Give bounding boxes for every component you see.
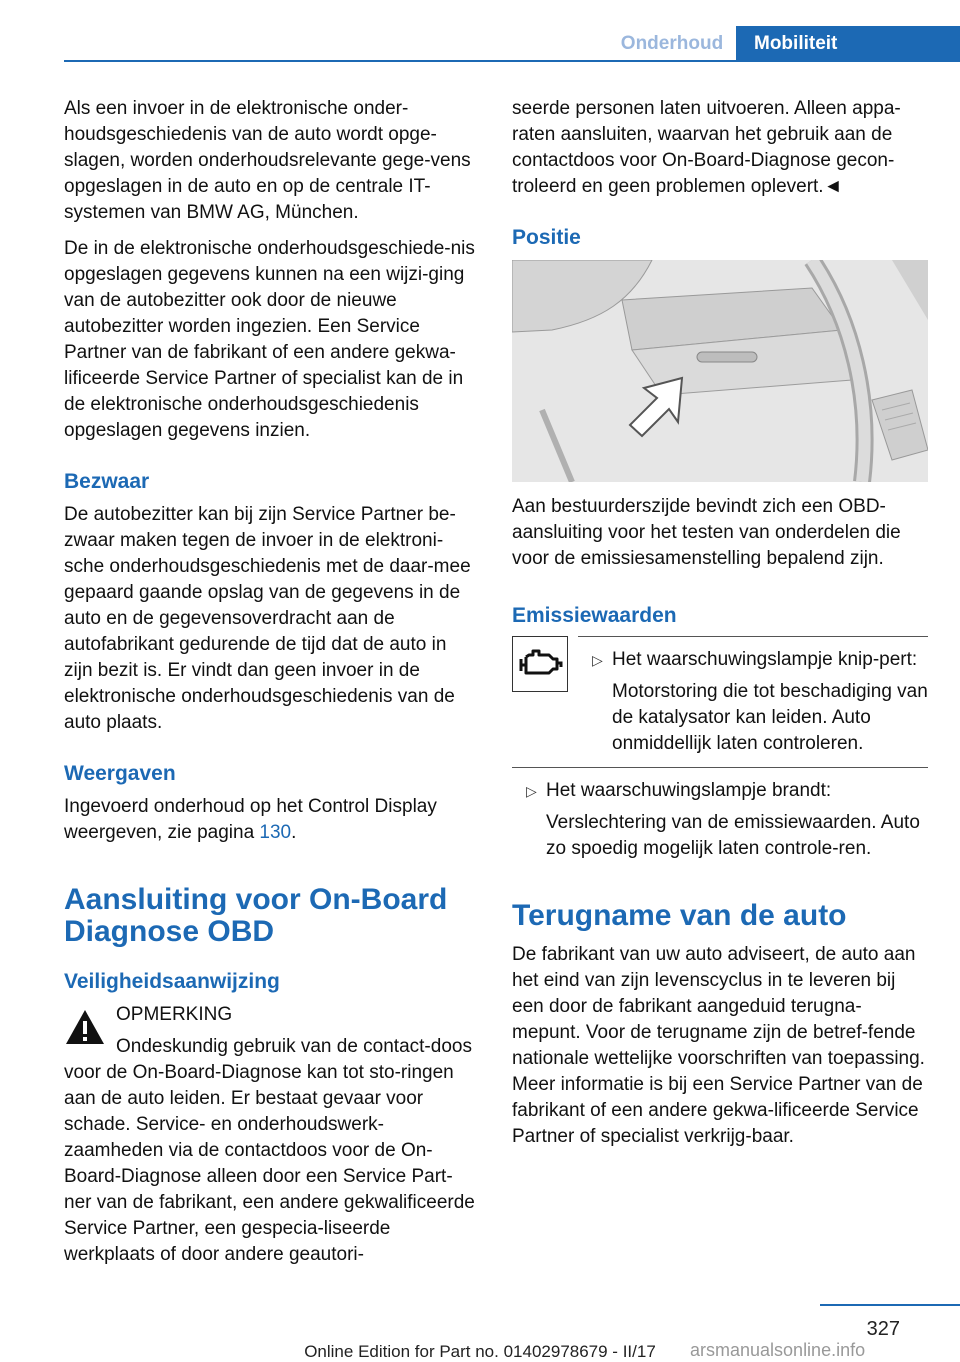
list-bullet-triangle-icon: ▷ bbox=[592, 652, 603, 668]
tab-mobiliteit[interactable]: Mobiliteit bbox=[736, 26, 960, 62]
heading-bezwaar: Bezwaar bbox=[64, 470, 150, 493]
paragraph-continued: seerde personen laten uitvoeren. Alleen appa-raten aansluiten, waarvan het gebruik aan de contactdoos voor On-Board-Diagnose gecon-troleerd en geen problemen oplevert.◄ bbox=[512, 98, 901, 197]
heading-weergaven: Weergaven bbox=[64, 762, 176, 785]
list-divider-middle bbox=[512, 767, 928, 768]
emission-section bbox=[512, 636, 928, 862]
paragraph-bezwaar: De autobezitter kan bij zijn Service Partner be-zwaar maken tegen de invoer in de elektroni-sche onderhoudsgeschiedenis met de daar-mee gepaard gaande opslag van de gegevens in de auto en de gegevensoverdracht aan de autofabrikant gedurende de tijd dat de auto in zijn bezit is. Er vindt dan geen invoer in de elektronische onderhoudsgeschiedenis van de auto plaats. bbox=[64, 504, 471, 733]
item2-title: Het waarschuwingslampje brandt: bbox=[546, 780, 832, 801]
paragraph-terugname: De fabrikant van uw auto adviseert, de auto aan het eind van zijn levenscyclus in te leveren bij een door de fabrikant aangeduid terugna-mepunt. Voor de terugname zijn de betref-fende nationale wettelijke voorschriften van toepassing. Meer informatie is bij een Service Partner van de fabrikant of een andere gekwa-lificeerde Service Partner of specialist verkrijg-baar. bbox=[512, 944, 925, 1147]
list-bullet-triangle-icon: ▷ bbox=[526, 783, 537, 799]
heading-obd: Aansluiting voor On-Board Diagnose OBD bbox=[64, 883, 448, 948]
heading-emissiewaarden: Emissiewaarden bbox=[512, 604, 677, 627]
heading-veiligheid: Veiligheidsaanwijzing bbox=[64, 970, 280, 993]
warning-text: Ondeskundig gebruik van de contact-doos voor de On-Board-Diagnose kan tot sto-ringen aan de auto leiden. Er bestaat gevaar voor schade. Service- en onderhoudswerk-zaamheden via de contactdoos voor de On-Board-Diagnose alleen door een Service Part-ner van de fabrikant, een andere gekwalificeerde Service Partner, een gespecia-liseerde werkplaats of door andere geautori- bbox=[64, 1036, 475, 1265]
heading-positie: Positie bbox=[512, 226, 581, 249]
header-rule bbox=[64, 60, 960, 62]
list-divider-top bbox=[578, 636, 928, 637]
page-number: 327 bbox=[866, 1318, 900, 1340]
item1-title: Het waarschuwingslampje knip-pert: bbox=[612, 649, 918, 670]
weergaven-period: . bbox=[291, 822, 297, 843]
weergaven-text: Ingevoerd onderhoud op het Control Display weergeven, zie pagina bbox=[64, 796, 437, 843]
page-link-130[interactable]: 130 bbox=[259, 822, 292, 843]
paragraph-intro: Als een invoer in de elektronische onder-houdsgeschiedenis van de auto wordt opge-slagen, worden onderhoudsrelevante gege-vens opgeslagen in de auto en op de centrale IT-systemen van BMW AG, München. bbox=[64, 98, 471, 223]
warning-block bbox=[64, 1002, 480, 1268]
right-column bbox=[512, 96, 928, 1160]
watermark: arsmanualsonline.info bbox=[690, 1340, 866, 1360]
list-item-blinking bbox=[578, 647, 928, 757]
tab-onderhoud[interactable]: Onderhoud bbox=[620, 33, 724, 54]
warning-label: OPMERKING bbox=[116, 1004, 233, 1025]
edition-footer: Online Edition for Part no. 01402978679 - II/17 bbox=[304, 1342, 656, 1361]
paragraph-weergaven bbox=[64, 794, 480, 846]
left-column bbox=[64, 96, 480, 1278]
warning-triangle-icon bbox=[64, 1008, 106, 1046]
item1-text: Motorstoring die tot beschadiging van de katalysator kan leiden. Auto onmiddellijk laten controleren. bbox=[612, 681, 928, 754]
item2-text: Verslechtering van de emissiewaarden. Auto zo spoedig mogelijk laten controle-ren. bbox=[546, 812, 920, 859]
dashboard-drawing bbox=[512, 260, 928, 482]
obd-position-illustration bbox=[512, 260, 928, 482]
engine-check-icon bbox=[512, 636, 568, 692]
paragraph-history: De in de elektronische onderhoudsgeschiede-nis opgeslagen gegevens kunnen na een wijzi-ging van de autobezitter ook door de nieuwe autobezitter worden ingezien. Een Service Partner van de fabrikant of een andere gekwa-lificeerde Service Partner of specialist kan de in de elektronische onderhoudsgeschiedenis opgeslagen gegevens inzien. bbox=[64, 238, 475, 441]
paragraph-positie: Aan bestuurderszijde bevindt zich een OBD-aansluiting voor het testen van onderdelen die voor de emissiesamenstelling bepalend zijn. bbox=[512, 496, 901, 569]
list-item-constant bbox=[512, 778, 928, 862]
heading-terugname: Terugname van de auto bbox=[512, 899, 847, 932]
footer-rule bbox=[820, 1304, 960, 1306]
